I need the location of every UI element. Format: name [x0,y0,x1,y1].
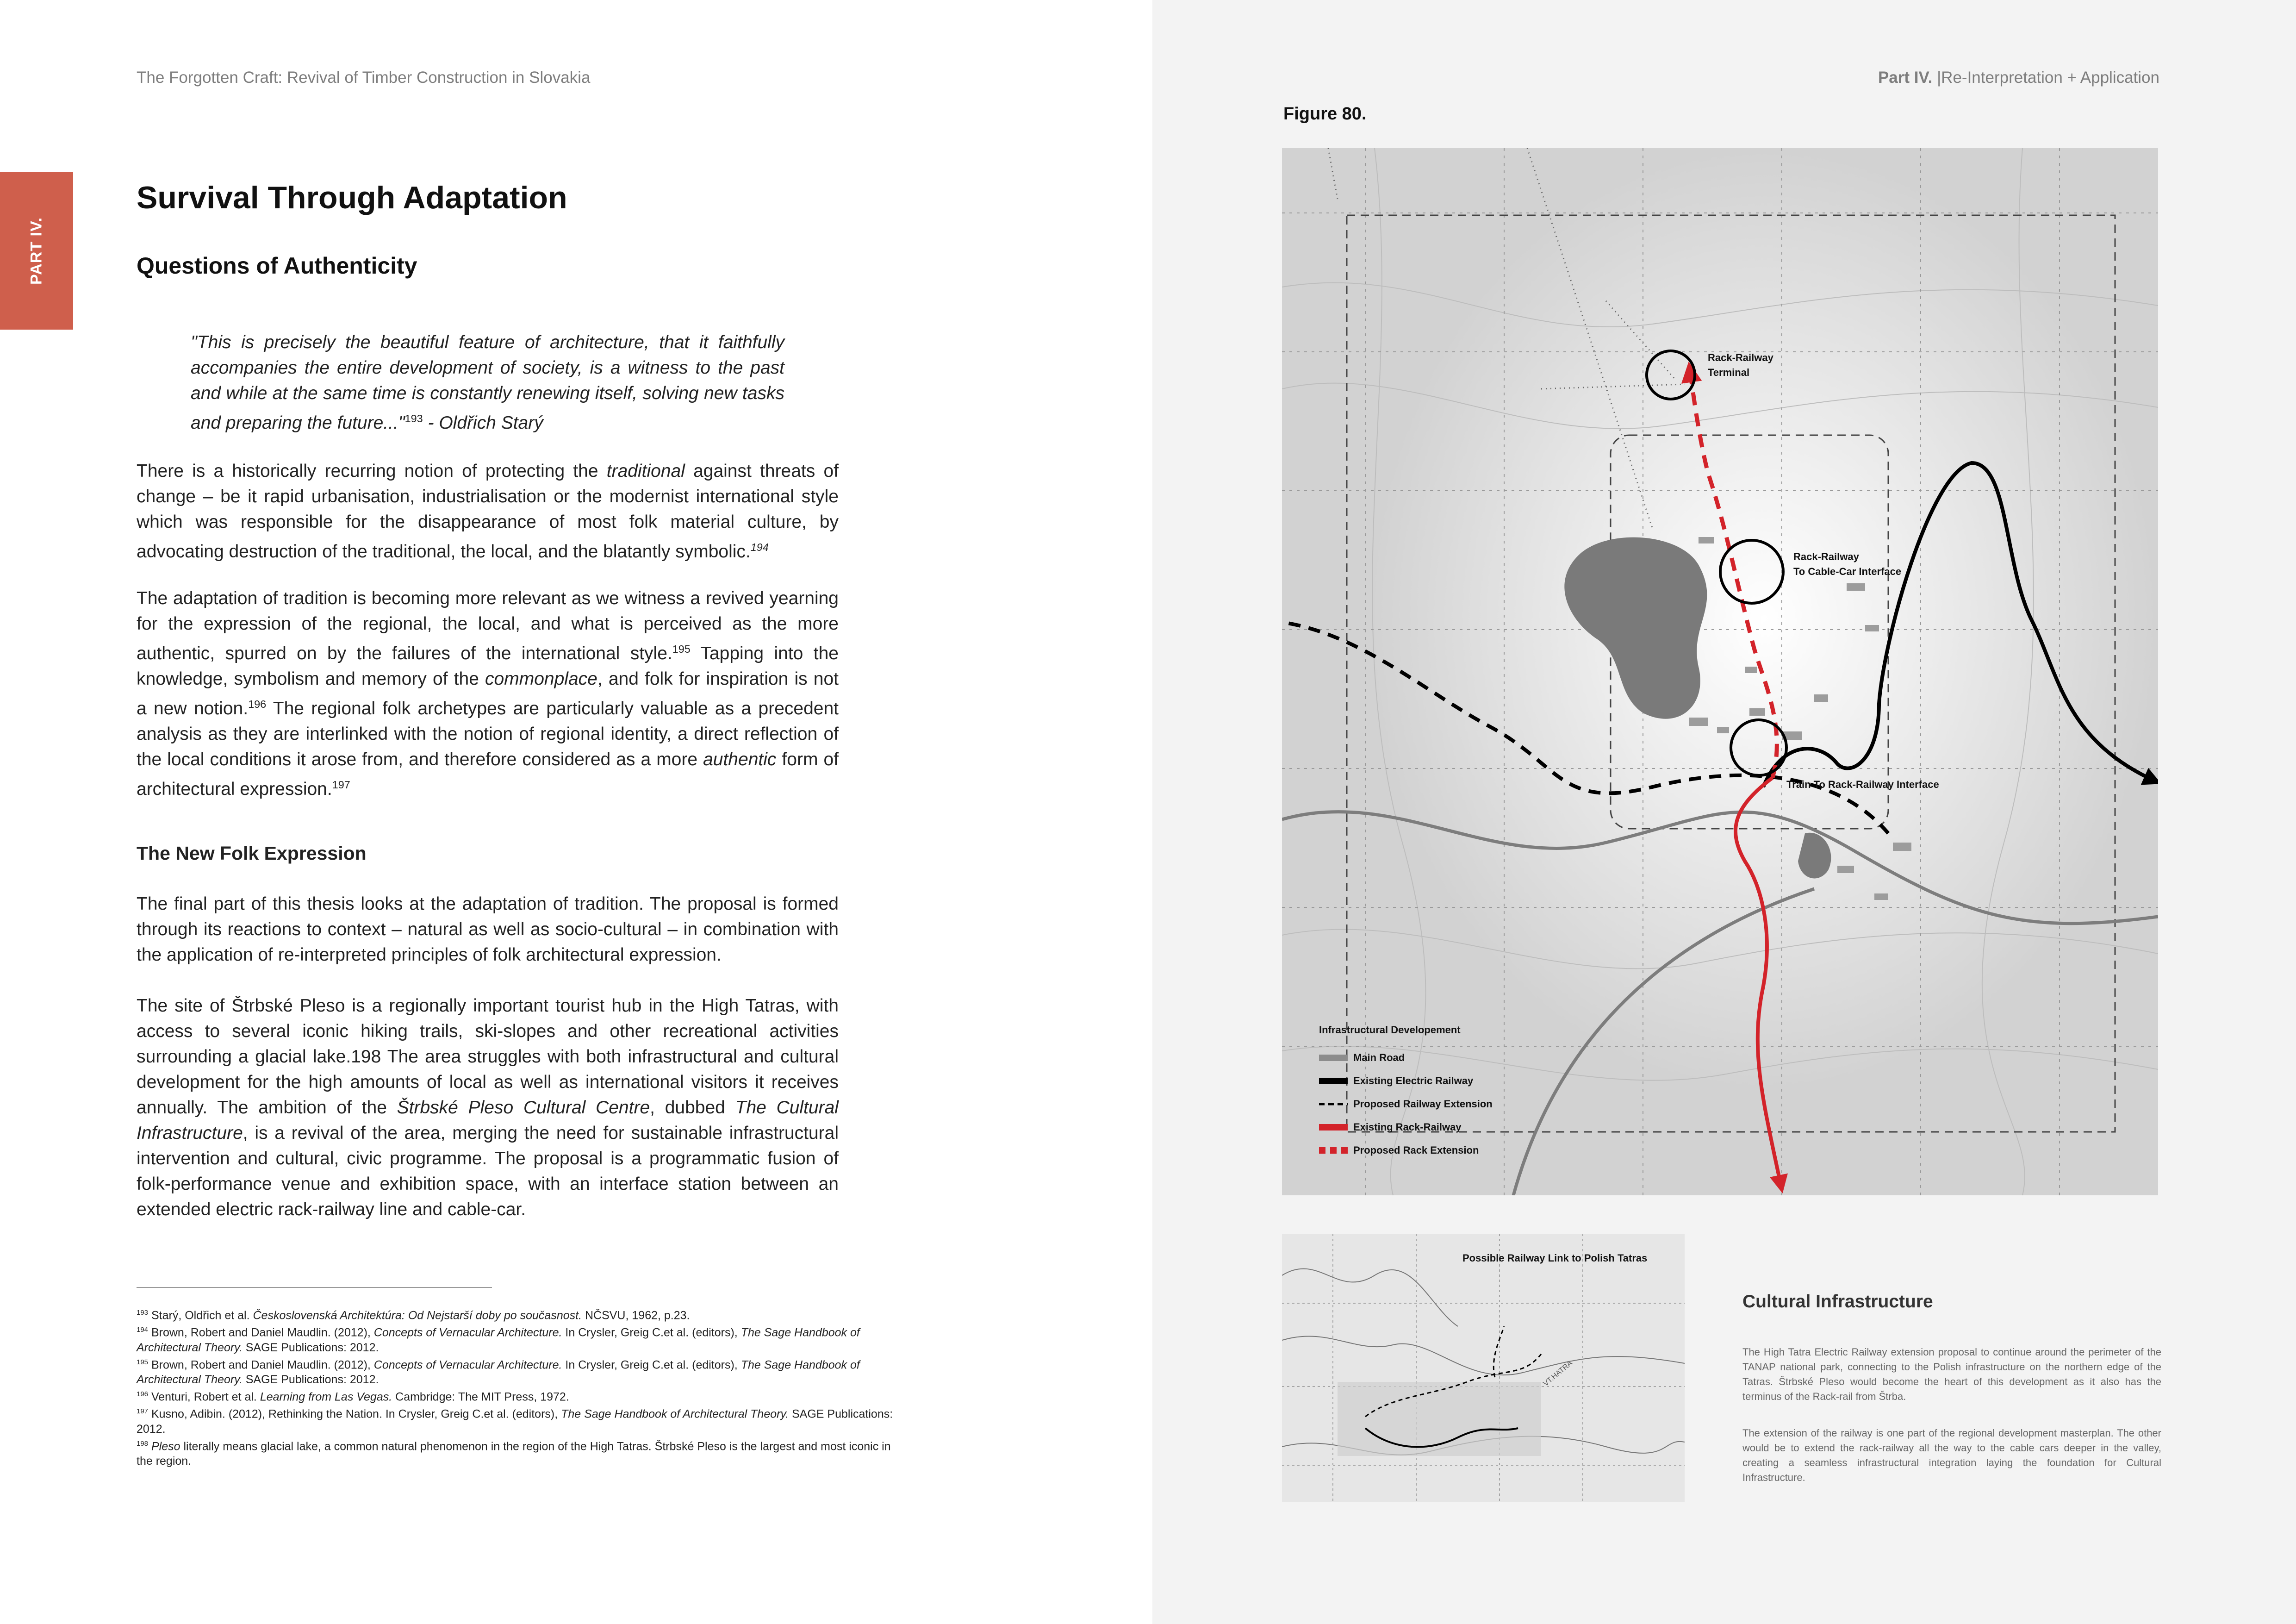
section-heading: The New Folk Expression [137,843,367,864]
legend-title: Infrastructural Developement [1319,1024,1461,1036]
footnote-divider [137,1287,492,1288]
part-tab [0,172,73,330]
footnote: $^{198}$ Pleso literally means glacial lake, a common natural phenomenon in the region of the High Tatras. Štrbské Pleso is the largest and most iconic in the region. [137,1439,891,1468]
label-terminal-line2: Terminal [1708,367,1750,378]
legend-swatch-rack-railway [1319,1123,1348,1132]
regional-place-label: VT.HATRA [1542,1359,1574,1388]
footnote: $^{196}$ Venturi, Robert et al. Learning from Las Vegas. Cambridge: The MIT Press, 1972. [137,1390,569,1404]
legend-swatch-proposed-rack [1319,1146,1348,1155]
page-subtitle: Questions of Authenticity [137,253,417,279]
paragraph-1: There is a historically recurring notion of protecting the traditional against threats of change – be it rapid urbanisation, industrialisation or the modernist international style which was responsible for the disappearance of most folk material culture, by advocating destruction of the traditional, the local, and the blatantly symbolic.$^{194}$ [137,461,839,562]
footnote-ref: 197 [332,779,350,791]
label-cablecar-line1: Rack-Railway [1793,551,1859,562]
page-title: Survival Through Adaptation [137,180,567,215]
regional-link-label: Possible Railway Link to Polish Tatras [1462,1252,1648,1264]
label-train-interface: Train To Rack-Railway Interface [1786,779,1939,790]
cultural-infrastructure-p2: The extension of the railway is one part of the regional development masterplan. The other would be to extend the rack-railway all the way to the cable cars deeper in the valley, creating a seamless infrastructural integration laying the foundation for Cultural Infrastructure. [1742,1427,2161,1483]
legend-swatch-main-road [1319,1053,1348,1062]
legend-swatch-proposed-railway [1319,1099,1348,1109]
footnote-ref: 194 [750,541,769,553]
legend-item: Proposed Railway Extension [1319,1093,1493,1116]
regional-map-base [1282,1234,1685,1502]
figure-label: Figure 80. [1283,104,1367,124]
quote-ref: 193 [404,412,423,425]
paragraph-3: The final part of this thesis looks at the adaptation of tradition. The proposal is formed through its reactions to context – natural as well as socio-cultural – in combination with the application of re-interpreted principles of folk architectural expression. [137,894,839,965]
footnote: $^{194}$ Brown, Robert and Daniel Maudlin. (2012), Concepts of Vernacular Architecture. In Crysler, Greig C.et al. (editors), The Sage Handbook of Architectural Theory. SAGE Publications: 2012. [137,1326,860,1354]
running-head-part: Part IV. [1878,69,1933,87]
legend-item: Main Road [1319,1046,1493,1069]
running-head-right: Part IV. |Re-Interpretation + Application [1878,69,2159,87]
footnote: $^{197}$ Kusno, Adibin. (2012), Rethinking the Nation. In Crysler, Greig C.et al. (editors), The Sage Handbook of Architectural Theory. SAGE Publications: 2012. [137,1407,893,1436]
footnotes [137,1305,896,1468]
footnote: $^{193}$ Starý, Oldřich et al. Československá Architektúra: Od Nejstarší doby po současnost. NČSVU, 1962, p.23. [137,1309,690,1322]
regional-map [1282,1234,1685,1502]
label-terminal-line1: Rack-Railway [1708,352,1773,363]
footnote-ref: 196 [248,698,267,710]
cultural-infrastructure-p1: The High Tatra Electric Railway extension proposal to continue around the perimeter of the TANAP national park, connecting to the Polish infrastructure on the northern edge of the Tatras. Štrbské Pleso would become the heart of this development as it also has the terminus of the Rack-rail from Štrba. [1742,1346,2161,1402]
paragraph-2: The adaptation of tradition is becoming more relevant as we witness a revived yearning for the expression of the regional, the local, and what is perceived as the more authentic, spurred on by the failures of the international style.$^{195}$ Tapping into the knowledge, symbolism and memory of the commonplace, and folk for inspiration is not a new notion.$^{196}$ The regional folk archetypes are particularly valuable as a precedent analysis as they are interlinked with the notion of regional identity, a direct reflection of the local conditions it arose from, and therefore considered as a more authentic form of architectural expression.$^{197}$ [137,588,839,799]
quote-text: "This is precisely the beautiful feature of architecture, that it faithfully accompanies the entire development of society, is a witness to the past and while at the same time is constantly renewing itself, solving new tasks and preparing the future..." [191,332,784,433]
part-tab-label: PART IV. [27,217,45,285]
running-head-section: Re-Interpretation + Application [1941,69,2159,87]
label-cablecar-line2: To Cable-Car Interface [1793,566,1902,577]
legend-swatch-electric-railway [1319,1076,1348,1086]
paragraph-4: The site of Štrbské Pleso is a regionally important tourist hub in the High Tatras, with access to several iconic hiking trails, ski-slopes and other recreational activities surrounding a glacial lake.198 The area struggles with both infrastructural and cultural development for the high amounts of local as well as international visitors it receives annually. The ambition of the Štrbské Pleso Cultural Centre, dubbed The Cultural Infrastructure, is a revival of the area, merging the need for sustainable infrastructural intervention and cultural, civic programme. The proposal is a programmatic fusion of folk-performance venue and exhibition space, with an interface station between an extended electric rack-railway line and cable-car. [137,996,839,1219]
legend-item: Existing Electric Railway [1319,1069,1493,1093]
footnote: $^{195}$ Brown, Robert and Daniel Maudlin. (2012), Concepts of Vernacular Architecture. In Crysler, Greig C.et al. (editors), The Sage Handbook of Architectural Theory. SAGE Publications: 2012. [137,1358,860,1386]
legend-item: Existing Rack-Railway [1319,1116,1493,1139]
running-head-left: The Forgotten Craft: Revival of Timber Construction in Slovakia [137,69,591,87]
map-legend [1319,1024,1493,1162]
quote-author: - Oldřich Starý [423,413,543,433]
legend-item: Proposed Rack Extension [1319,1139,1493,1162]
cultural-infrastructure-title: Cultural Infrastructure [1742,1292,1933,1312]
footnote-ref: 195 [672,643,691,655]
quote [191,330,784,436]
